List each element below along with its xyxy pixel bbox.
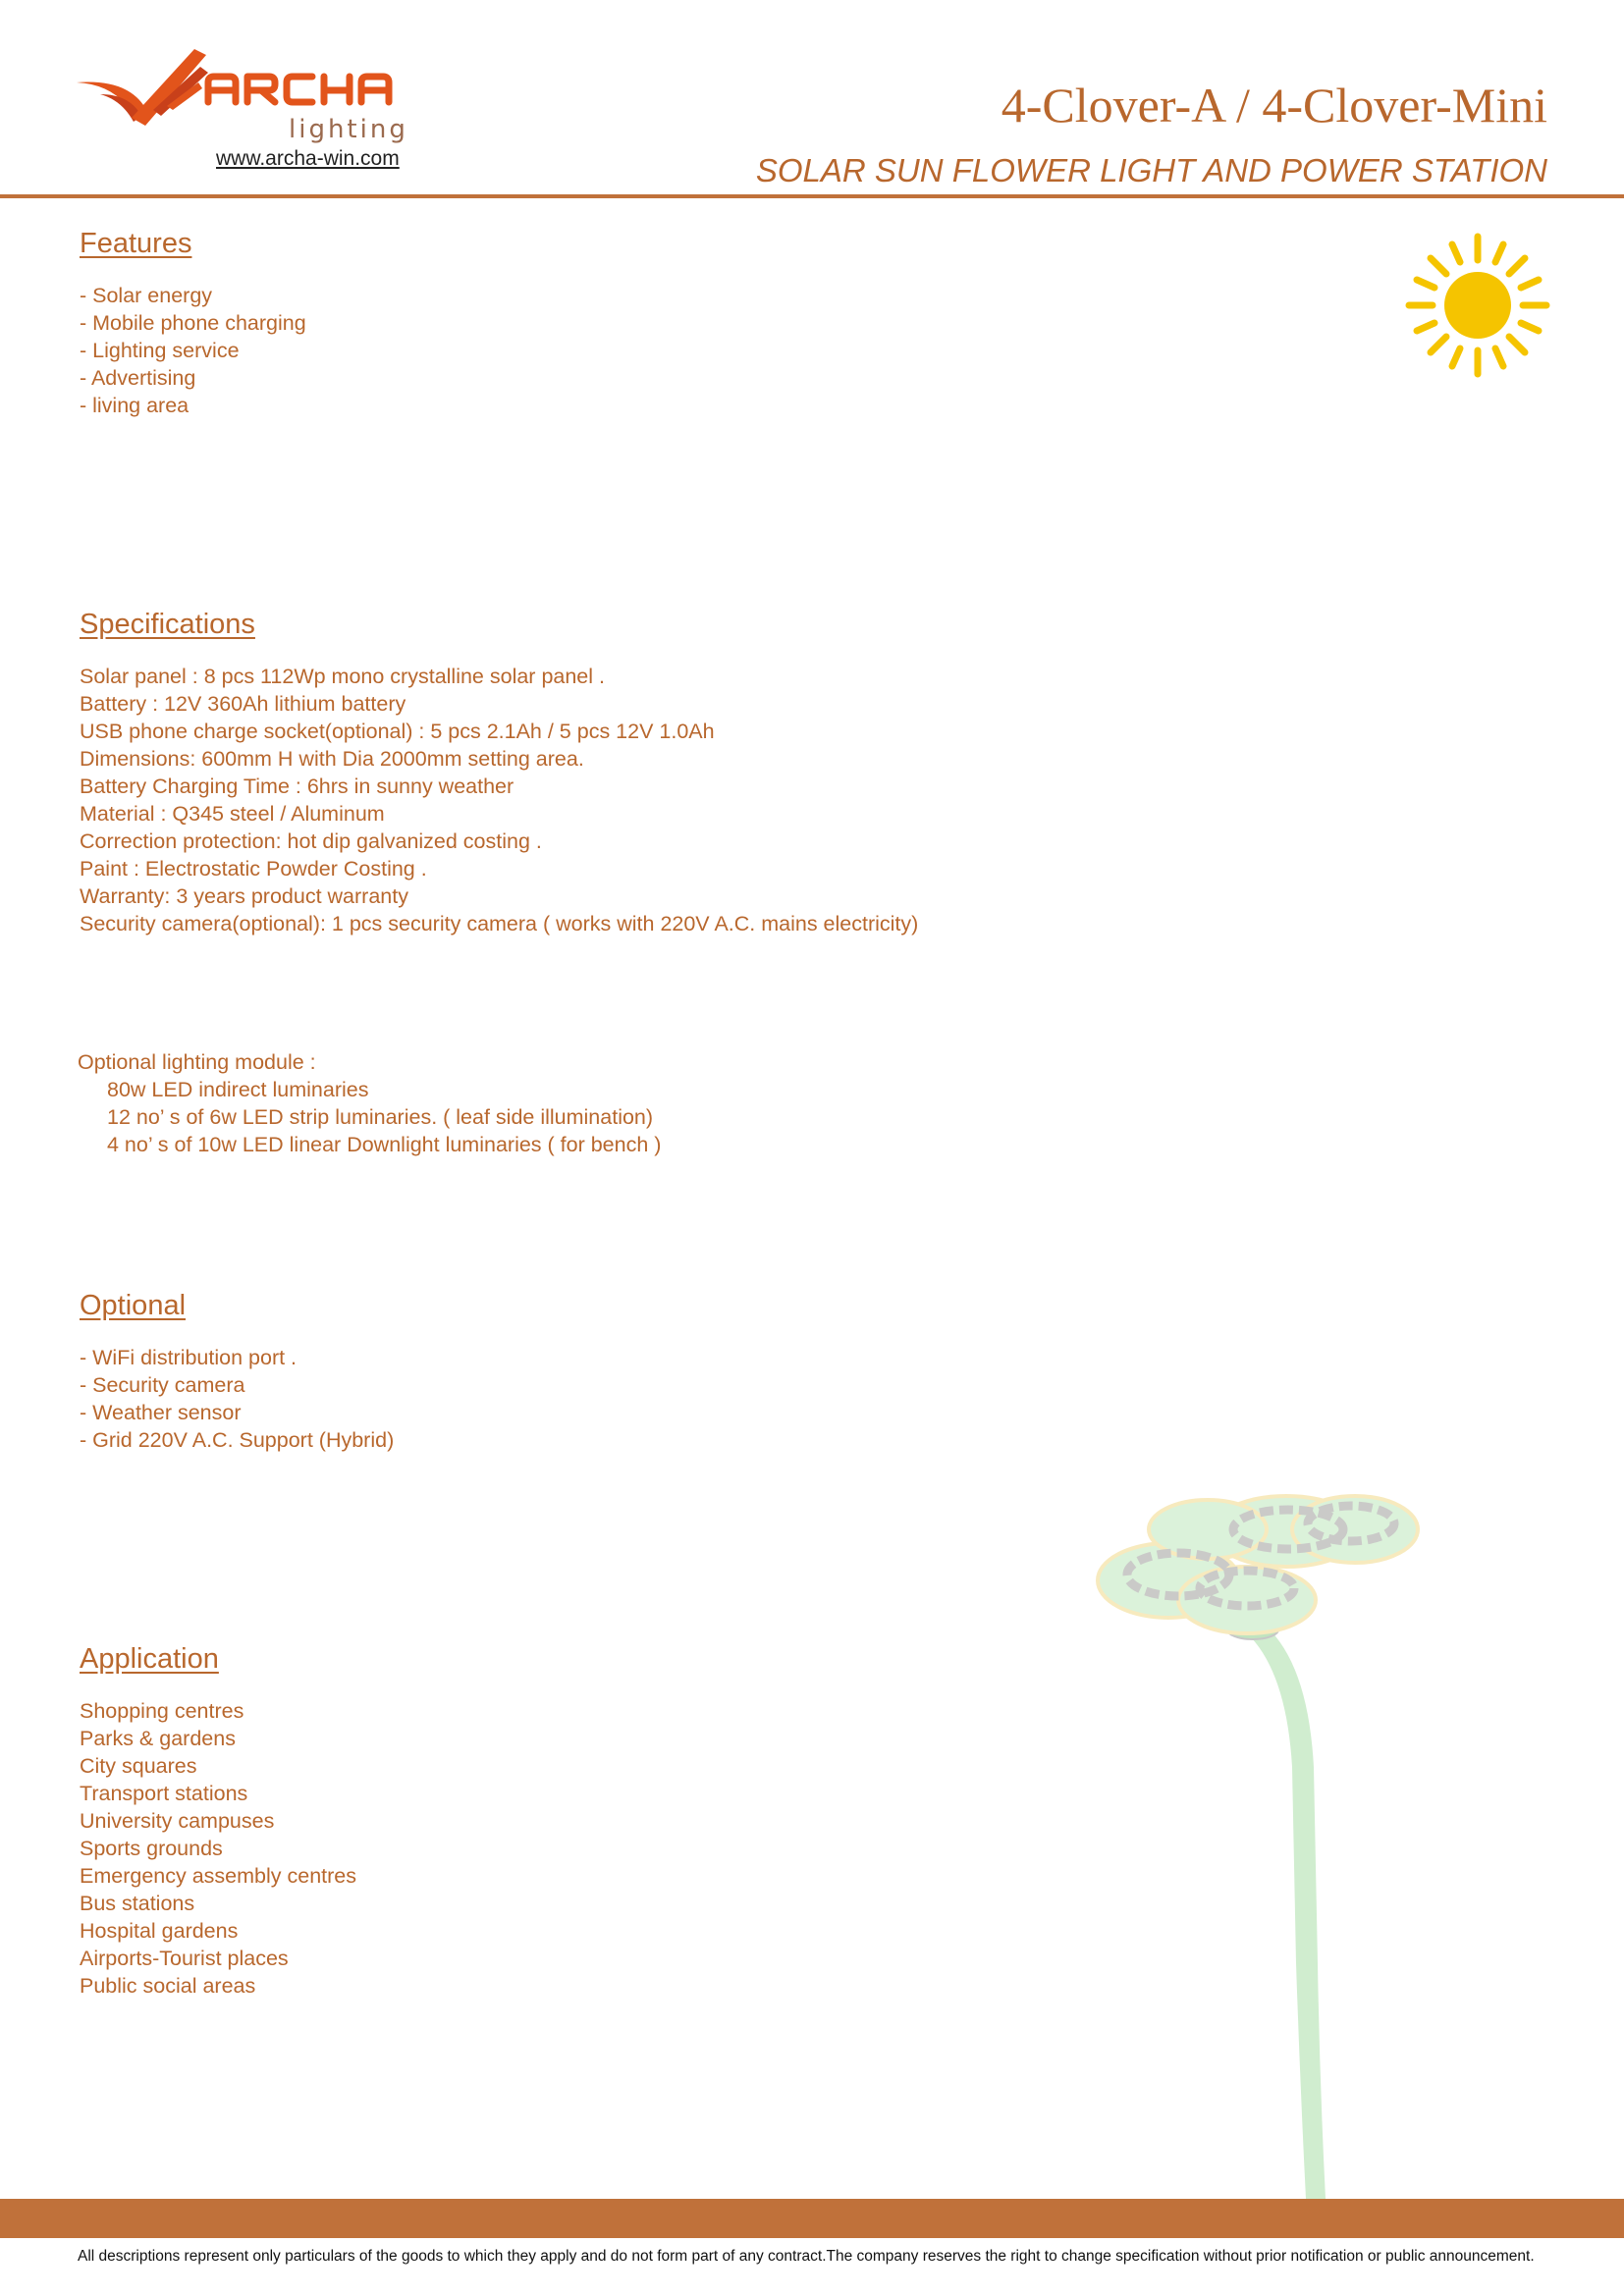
- list-item: USB phone charge socket(optional) : 5 pcs 2.1Ah / 5 pcs 12V 1.0Ah: [80, 720, 715, 743]
- list-item: 80w LED indirect luminaries: [107, 1078, 369, 1101]
- list-item: - Advertising: [80, 366, 196, 390]
- list-item: Hospital gardens: [80, 1919, 239, 1943]
- website-link[interactable]: www.archa-win.com: [216, 147, 400, 170]
- list-item: Warranty: 3 years product warranty: [80, 884, 408, 908]
- list-item: - living area: [80, 394, 189, 417]
- list-item: Parks & gardens: [80, 1727, 236, 1750]
- list-item: - Lighting service: [80, 339, 240, 362]
- document-subtitle: SOLAR SUN FLOWER LIGHT AND POWER STATION: [755, 152, 1547, 188]
- features-heading: Features: [80, 228, 192, 259]
- specifications-heading: Specifications: [80, 609, 255, 640]
- list-item: - Solar energy: [80, 284, 213, 307]
- list-item: 12 no’ s of 6w LED strip luminaries. ( leaf side illumination): [107, 1105, 654, 1129]
- footer-disclaimer: All descriptions represent only particulars of the goods to which they apply and do not form part of any contract.The company reserves the right to change specification without prior notification or public announcement.: [78, 2248, 1535, 2265]
- archa-logo: [77, 45, 420, 143]
- list-item: Paint : Electrostatic Powder Costing .: [80, 857, 427, 881]
- list-item: City squares: [80, 1754, 197, 1778]
- list-item: - Mobile phone charging: [80, 311, 306, 335]
- header-divider: [0, 194, 1624, 198]
- lighting-module-title: Optional lighting module :: [78, 1050, 316, 1074]
- lighting-module-list: [107, 1076, 661, 1158]
- list-item: Airports-Tourist places: [80, 1947, 289, 1970]
- list-item: Sports grounds: [80, 1837, 223, 1860]
- list-item: - Weather sensor: [80, 1401, 242, 1424]
- application-heading: Application: [80, 1643, 219, 1675]
- list-item: Battery Charging Time : 6hrs in sunny weather: [80, 774, 514, 798]
- list-item: - Grid 220V A.C. Support (Hybrid): [80, 1428, 395, 1452]
- list-item: Transport stations: [80, 1782, 248, 1805]
- list-item: Shopping centres: [80, 1699, 244, 1723]
- archa-wordmark: [208, 77, 389, 102]
- features-list: [80, 282, 306, 419]
- list-item: Material : Q345 steel / Aluminum: [80, 802, 385, 826]
- list-item: Bus stations: [80, 1892, 195, 1915]
- list-item: - WiFi distribution port .: [80, 1346, 298, 1369]
- document-title: 4-Clover-A / 4-Clover-Mini: [1001, 78, 1547, 133]
- footer-bar: [0, 2199, 1624, 2238]
- list-item: University campuses: [80, 1809, 275, 1833]
- optional-heading: Optional: [80, 1290, 187, 1321]
- specifications-list: [80, 663, 918, 937]
- archa-swoosh-icon: [77, 49, 208, 126]
- list-item: Battery : 12V 360Ah lithium battery: [80, 692, 406, 716]
- list-item: Emergency assembly centres: [80, 1864, 356, 1888]
- list-item: Public social areas: [80, 1974, 256, 1998]
- four-leaf-clover-solar-station-image: [1060, 1472, 1434, 2199]
- list-item: 4 no’ s of 10w LED linear Downlight luminaries ( for bench ): [107, 1133, 662, 1156]
- application-list: [80, 1697, 356, 2000]
- list-item: Security camera(optional): 1 pcs security camera ( works with 220V A.C. mains electricity): [80, 912, 919, 935]
- list-item: Solar panel : 8 pcs 112Wp mono crystalline solar panel .: [80, 665, 605, 688]
- lighting-module-block: [78, 1048, 661, 1158]
- list-item: - Security camera: [80, 1373, 245, 1397]
- sun-icon: [1404, 232, 1551, 379]
- logo-tagline: lighting: [289, 115, 408, 143]
- list-item: Correction protection: hot dip galvanized costing .: [80, 829, 542, 853]
- optional-list: [80, 1344, 394, 1454]
- list-item: Dimensions: 600mm H with Dia 2000mm setting area.: [80, 747, 584, 771]
